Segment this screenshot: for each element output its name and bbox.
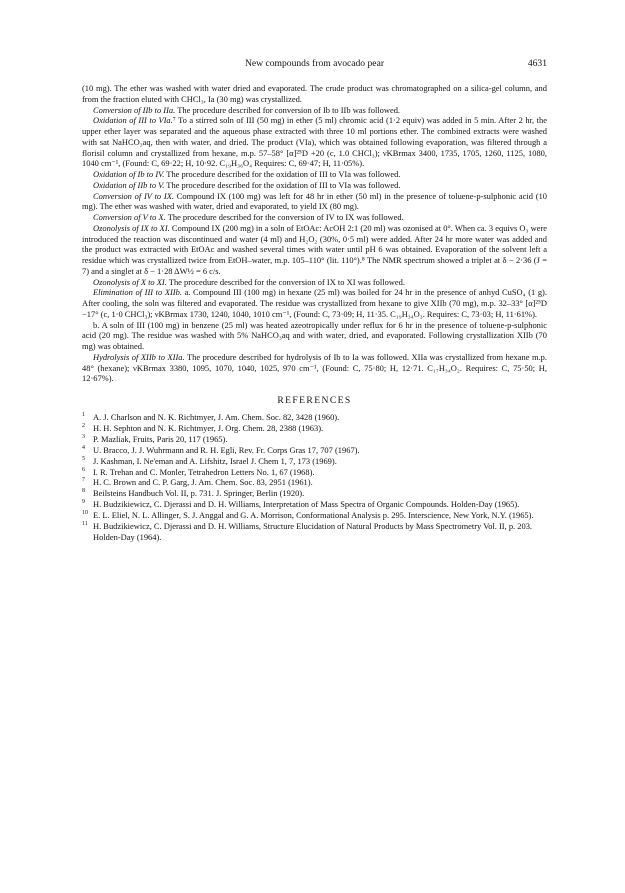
reference-item: 6 I. R. Trehan and C. Monler, Tetrahedron Letters No. 1, 67 (1968).: [82, 466, 315, 477]
paragraph: Oxidation of III to VIa.⁷ To a stirred soln of III (50 mg) in ether (5 ml) chromic acid (1·2 equiv) was added in 5 min. After 2 hr, the upper ether layer was separated and the aqueous phase extracted with three 10 ml portions ether. The combined extracts were washed with sat NaHCO₃aq, then with water, and dried. The product (VIa), which was obtained following evaporation, was filtered through a florisil column and crystallized from hexane, m.p. 57–58° [α]²⁵D +20 (c, 1.0 CHCl₃); νKBrmax 3400, 1735, 1705, 1260, 1125, 1080, 1040 cm⁻¹, (Found: C, 69·22; H, 10·92. C₁₉H₃₆O₄ Requires: C, 69·47; H, 11·05%).: [82, 115, 547, 169]
paragraph: Oxidation of Ib to IV. The procedure described for the oxidation of III to VIa was followed.: [93, 169, 401, 179]
reference-list: [82, 412, 547, 543]
references-heading: REFERENCES: [277, 395, 352, 406]
paragraph: Conversion of IV to IX. Compound IX (100 mg) was left for 48 hr in ether (50 ml) in the presence of toluene-p-sulphonic acid (10 mg). The ether was washed with water, dried and evaporated, to yield IX (80 mg).: [82, 190, 548, 212]
reference-item: 3 P. Mazliak, Fruits, Paris 20, 117 (1965).: [82, 433, 228, 444]
paragraph: Ozonolysis of IX to XI. Compound IX (200 mg) in a soln of EtOAc: AcOH 2:1 (20 ml) was ozonised at 0°. When ca. 3 equivs O₃ were introduced the reaction was discontinued and water (4 ml) and H₂O₂ (30%, 0·5 ml) were added. After 24 hr more water was added and the product was extracted with EtOAc and washed several times with water until pH 6 was obtained. Evaporation of the solvent left a residue which was crystallized twice from EtOH–water, m.p. 105–110° (lit. 110°).⁸ The NMR spectrum showed a triplet at δ − 2·36 (J = 7) and a singlet at δ − 1·28 ΔW½ = 6 c/s.: [82, 222, 547, 276]
reference-item: 8 Beilsteins Handbuch Vol. II, p. 731. J. Springer, Berlin (1920).: [82, 488, 305, 499]
running-title: New compounds from avocado pear: [244, 58, 385, 69]
paragraph: Elimination of III to XIIb. a. Compound III (100 mg) in hexane (25 ml) was boiled for 24 hr in the presence of anhyd CuSO₄ (1 g). After cooling, the soln was filtered and evaporated. The residue was crystallized from hexane to give XIIb (70 mg), m.p. 32–33° [α]²⁵D −17° (c, 1·0 CHCl₃); νKBrmax 1730, 1240, 1040, 1010 cm⁻¹, (Found: C, 73·09; H, 11·35. C₁₉H₃₄O₃. Requires: C, 73·03; H, 11·61%).: [82, 287, 547, 319]
reference-item: 2 H. H. Sephton and N. K. Richtmyer, J. Org. Chem. 28, 2388 (1963).: [82, 422, 324, 433]
reference-item: 11 H. Budzikiewicz, C. Djerassi and D. H. Williams, Structure Elucidation of Natural Products by Mass Spectrometry Vol. II, p. 203. Holden-Day (1964).: [82, 521, 533, 542]
paragraph: Conversion of IIb to IIa. The procedure described for conversion of Ib to IIb was followed.: [93, 104, 401, 115]
running-header: [82, 57, 547, 71]
reference-item: 5 J. Kashman, I. Ne'eman and A. Lifshitz, Israel J. Chem 1, 7, 173 (1969).: [82, 455, 337, 466]
page-number: 4631: [527, 58, 547, 69]
paragraph: b. A soln of III (100 mg) in benzene (25 ml) was heated azeotropically under reflux for 6 hr in the presence of toluene-p-sulphonic acid (20 mg). The residue was washed with 5% NaHCO₃aq and with water, dried, and evaporated. Following crystallization XIIb (70 mg) was obtained.: [82, 319, 547, 351]
reference-item: 7 H. C. Brown and C. P. Garg, J. Am. Chem. Soc. 83, 2951 (1961).: [82, 477, 313, 488]
reference-item: 4 U. Bracco, J. J. Wuhrmann and R. H. Egli, Rev. Fr. Corps Gras 17, 707 (1967).: [82, 444, 360, 455]
paragraph: Conversion of V to X. The procedure described for the conversion of IV to IX was followed.: [93, 212, 404, 222]
reference-item: 1 A. J. Charlson and N. K. Richtmyer, J. Am. Chem. Soc. 82, 3428 (1960).: [82, 412, 340, 422]
paragraph: (10 mg). The ether was washed with water dried and evaporated. The crude product was chromatographed on a silica-gel column, and from the fraction eluted with CHCl₃, Ia (30 mg) was crystallized.: [82, 83, 547, 104]
paragraph: Ozonolysis of X to XI. The procedure described for the conversion of IX to XI was followed.: [93, 276, 405, 287]
paragraph: Hydrolysis of XIIb to XIIa. The procedure described for hydrolysis of Ib to Ia was followed. XIIa was crystallized from hexane m.p. 48° (hexane); νKBrmax 3380, 1095, 1070, 1040, 1025, 970 cm⁻¹, (Found: C, 75·80; H, 12·71. C₁₇H₃₄O₂. Requires: C, 75·50; H, 12·67%).: [82, 351, 548, 384]
article-page: [82, 57, 547, 543]
reference-item: 9 H. Budzikiewicz, C. Djerassi and D. H. Williams, Interpretation of Mass Spectra of Organic Compounds. Holden-Day (1965).: [82, 499, 520, 510]
paragraph: Oxidation of IIb to V. The procedure described for the oxidation of III to VIa was followed.: [93, 179, 401, 190]
reference-item: 10 E. L. Eliel, N. L. Allinger, S. J. Anggal and G. A. Morrison, Conformational Analysis p. 295. Interscience, New York, N.Y. (1965).: [82, 510, 534, 521]
experimental-section: [82, 83, 547, 384]
